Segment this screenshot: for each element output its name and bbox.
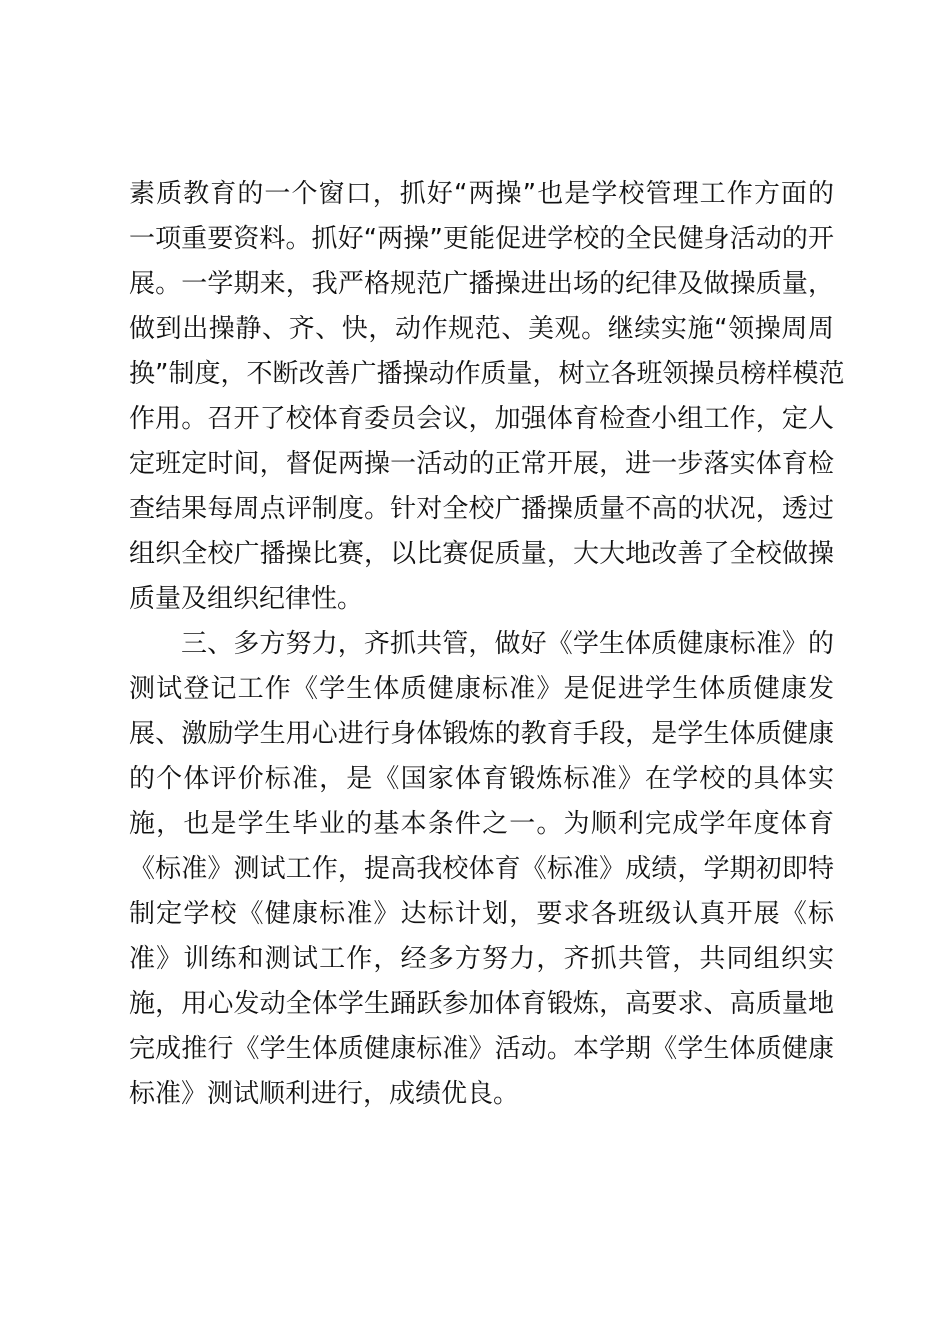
text-line: 一项重要资料。抓好“两操”更能促进学校的全民健身活动的开 [129,224,834,254]
text-line: 制定学校《健康标准》达标计划，要求各班级认真开展《标 [129,899,834,929]
text-line: 准》训练和测试工作，经多方努力，齐抓共管，共同组织实 [129,944,834,974]
text-line: 换”制度，不断改善广播操动作质量，树立各班领操员榜样模范 [129,359,845,389]
text-line: 质量及组织纪律性。 [129,584,364,614]
text-line: 标准》测试顺利进行，成绩优良。 [129,1079,520,1109]
text-line: 施，用心发动全体学生踊跃参加体育锻炼，高要求、高质量地 [129,989,834,1019]
text-line: 展、激励学生用心进行身体锻炼的教育手段，是学生体质健康 [129,719,834,749]
text-line: 展。一学期来，我严格规范广播操进出场的纪律及做操质量， [129,269,834,299]
text-line: 施，也是学生毕业的基本条件之一。为顺利完成学年度体育 [129,809,834,839]
paragraph-two-exercises [129,172,845,622]
text-line: 测试登记工作《学生体质健康标准》是促进学生体质健康发 [129,674,834,704]
text-line: 素质教育的一个窗口，抓好“两操”也是学校管理工作方面的 [129,179,834,209]
text-line: 查结果每周点评制度。针对全校广播操质量不高的状况，透过 [129,494,834,524]
paragraph-health-standard [129,622,834,1117]
text-line: 定班定时间，督促两操一活动的正常开展，进一步落实体育检 [129,449,834,479]
text-line: 做到出操静、齐、快，动作规范、美观。继续实施“领操周周 [129,314,834,344]
text-line: 完成推行《学生体质健康标准》活动。本学期《学生体质健康 [129,1034,834,1064]
text-line: 的个体评价标准，是《国家体育锻炼标准》在学校的具体实 [129,764,834,794]
text-line: 《标准》测试工作，提高我校体育《标准》成绩，学期初即特 [129,854,834,884]
text-line: 作用。召开了校体育委员会议，加强体育检查小组工作，定人 [129,404,834,434]
text-line: 三、多方努力，齐抓共管，做好《学生体质健康标准》的 [181,629,834,659]
text-line: 组织全校广播操比赛，以比赛促质量，大大地改善了全校做操 [129,539,834,569]
